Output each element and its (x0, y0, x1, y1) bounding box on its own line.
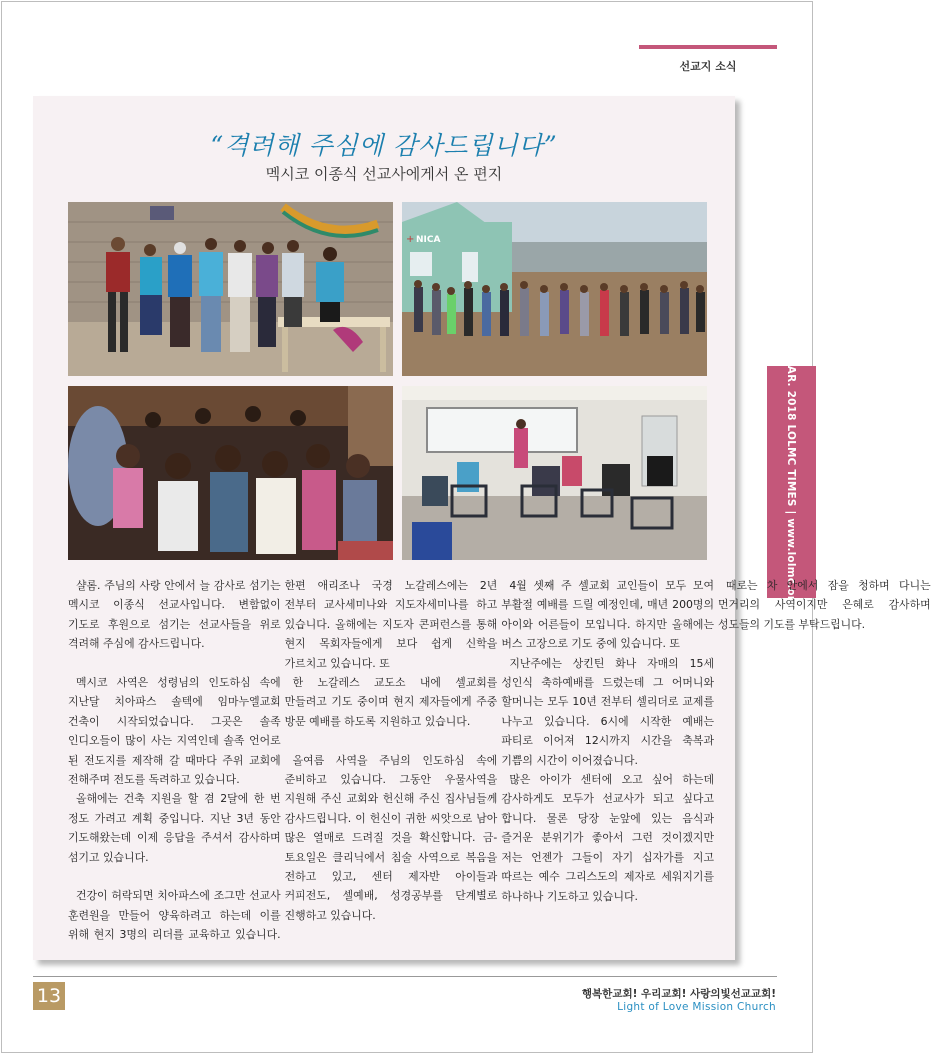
article-title: “격려해 주심에 감사드립니다” (210, 131, 558, 160)
paragraph: 때로는 차 안에서 잠을 청하며 다니는 먼거리의 사역이지만 은혜로 감사하며 성도들의 기도를 부탁드립니다. (717, 579, 931, 631)
side-tab-text: MAR. 2018 LOLMC TIMES | www.lolmc.org (785, 355, 797, 609)
group-photo-indoor (68, 202, 393, 376)
article-body (68, 576, 931, 948)
classroom-bible-study (402, 386, 707, 560)
outdoor-prayer-circle (402, 202, 707, 376)
paragraph: 건강이 허락되면 치아파스에 조그만 선교사 훈련원을 만들어 양육하려고 하는데 이를 위해 현지 3명의 리더를 교육하고 있습니다. 한편 애리조나 국경 노갈레스에는 2년 전부터 교사세미나와 지도자세미나를 하고 있습니다. 올해에는 지도자 콘퍼런스를 통해 현지 목회자들에게 보다 쉽게 신학을 가르치고 있습니다. 또 (68, 579, 498, 942)
children-gathering (68, 386, 393, 560)
paragraph: 한 노갈레스 교도소 내에 셀교회를 만들려고 기도 중이며 현지 제자들에게 주중 방문 예배를 하도록 지원하고 있습니다. (284, 676, 498, 728)
footer-divider (33, 976, 777, 977)
building-sign: NICA (416, 235, 441, 245)
svg-text:+: + (406, 234, 415, 245)
paragraph: 4월 셋째 주 셀교회 교인들이 모두 모여 부활절 예배를 드릴 예정인데, 매년 200명의 아이와 어른들이 모입니다. 하지만 올해에는 버스 고장으로 기도 중에 있습니다. 또 (501, 579, 714, 651)
paragraph: 많은 아이가 센터에 오고 싶어 하는데 감사하게도 모두가 선교사가 되고 싶다고 합니다. 물론 당장 눈앞에 있는 음식과 즐거운 분위기가 좋아서 그런 것이겠지만 저는 언젠가 그들이 자기 십자가를 지고 따르는 예수 그리스도의 제자로 세워지기를 하나하나 기도하고 있습니다. (501, 773, 714, 903)
paragraph: 올해에는 건축 지원을 할 겸 2달에 한 번 정도 가려고 계획 중입니다. 지난 3년 동안 기도해왔는데 이제 응답을 주셔서 감사하며 섬기고 있습니다. (68, 792, 281, 864)
footer-church-name: Light of Love Mission Church (617, 1001, 776, 1013)
page-number: 13 (33, 982, 65, 1010)
article-subtitle: 멕시코 이종식 선교사에게서 온 편지 (265, 165, 503, 183)
paragraph: 지난주에는 상킨틴 화나 자매의 15세 성인식 축하예배를 드렸는데 그 어머니와 할머니는 모두 10년 전부터 셀리더로 교제를 나누고 있습니다. 6시에 시작한 예배는 파티로 이어져 12시까지 시간을 축복과 기쁨의 시간이 이어졌습니다. (501, 656, 714, 767)
section-accent-bar (639, 45, 777, 49)
paragraph: 멕시코 사역은 성령님의 인도하심 속에 지난달 치아파스 솔텍에 임마누엘교회 건축이 시작되었습니다. 그곳은 솔족 인디오들이 많이 사는 지역인데 솔족 언어로 된 전도지를 제작해 갈 때마다 주위 교회에 전해주며 전도를 독려하고 있습니다. (68, 676, 281, 787)
paragraph: 올여름 사역을 주님의 인도하심 속에 준비하고 있습니다. 그동안 우물사역을 지원해 주신 교회와 헌신해 주신 집사님들께 감사드립니다. 이 헌신이 귀한 씨앗으로 남아 많은 열매로 드려질 것을 확신합니다. 금-토요일은 클리닉에서 침술 사역으로 복음을 전하고 있고, 센터 제자반 아이들과 커피전도, 셀예배, 성경공부를 단계별로 진행하고 있습니다. (284, 753, 498, 922)
footer-slogan: 행복한교회! 우리교회! 사랑의빛선교교회! (581, 988, 776, 1000)
paragraph: 샬롬. 주님의 사랑 안에서 늘 감사로 섬기는 멕시코 이종식 선교사입니다. 변함없이 기도로 후원으로 섬기는 선교사들을 위로 격려해 주심에 감사드립니다. (68, 579, 281, 651)
section-label: 선교지 소식 (679, 60, 737, 73)
